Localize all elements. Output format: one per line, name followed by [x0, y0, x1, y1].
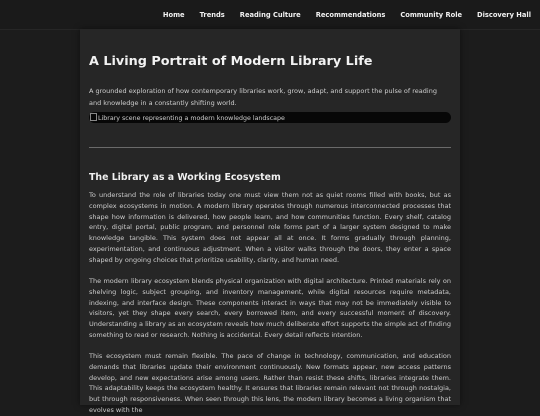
nav-menu: [148, 0, 531, 29]
article-container: [80, 29, 460, 414]
top-navigation: [0, 0, 540, 30]
nav-item-discovery-hall[interactable]: Discovery Hall: [477, 10, 531, 19]
section-heading: The Library as a Working Ecosystem: [89, 172, 281, 183]
broken-image-icon: [90, 113, 97, 121]
nav-item-community-role[interactable]: Community Role: [400, 10, 463, 19]
nav-item-home[interactable]: Home: [162, 10, 185, 19]
hero-image-placeholder: [90, 113, 285, 122]
paragraph: The modern library ecosystem blends physical organization with digital architecture. Printed materials rely on shelving logic, subject grouping, and inventory management, while digital resources require metadata, indexing, and interface design. These components interact in ways that may not be immediately visible to visitors, yet they shape every search, every borrowed item, and every successful moment of discovery. Understanding a library as an ecosystem reveals how much deliberate effort supports the simple act of finding something to read or research. Nothing is accidental. Every detail reflects intention.: [89, 277, 451, 339]
page-subtitle: A grounded exploration of how contemporary libraries work, grow, adapt, and support the pulse of reading and knowledge in a constantly shifting world.: [89, 86, 437, 107]
hero-image: [89, 112, 451, 123]
nav-item-recommendations[interactable]: Recommendations: [315, 10, 386, 19]
section-divider: [89, 147, 451, 148]
nav-item-reading-culture[interactable]: Reading Culture: [239, 10, 301, 19]
page-title: A Living Portrait of Modern Library Life: [89, 54, 373, 69]
hero-image-alt-text: Library scene representing a modern knowledge landscape: [98, 115, 285, 122]
nav-item-trends[interactable]: Trends: [199, 10, 225, 19]
paragraph: To understand the role of libraries today one must view them not as quiet rooms filled with books, but as complex ecosystems in motion. A modern library operates through numerous interconnected processes that shape how information is delivered, how people learn, and how communities function. Every shelf, catalog entry, digital portal, public program, and personnel role forms part of a larger system designed to make knowledge tangible. This system does not appear all at once. It forms gradually through planning, experimentation, and continuous adjustment. When a visitor walks through the doors, they enter a space shaped by ongoing choices that prioritize usability, clarity, and human need.: [89, 191, 451, 264]
paragraph: This ecosystem must remain flexible. The pace of change in technology, communication, and education demands that libraries update their environment continuously. New formats appear, new access patterns develop, and new expectations arise among users. Rather than resist these shifts, libraries integrate them. This adaptability keeps the ecosystem healthy. It ensures that libraries remain relevant not through nostalgia, but through responsiveness. When seen through this lens, the modern library becomes a living organism that evolves with the: [89, 352, 451, 414]
